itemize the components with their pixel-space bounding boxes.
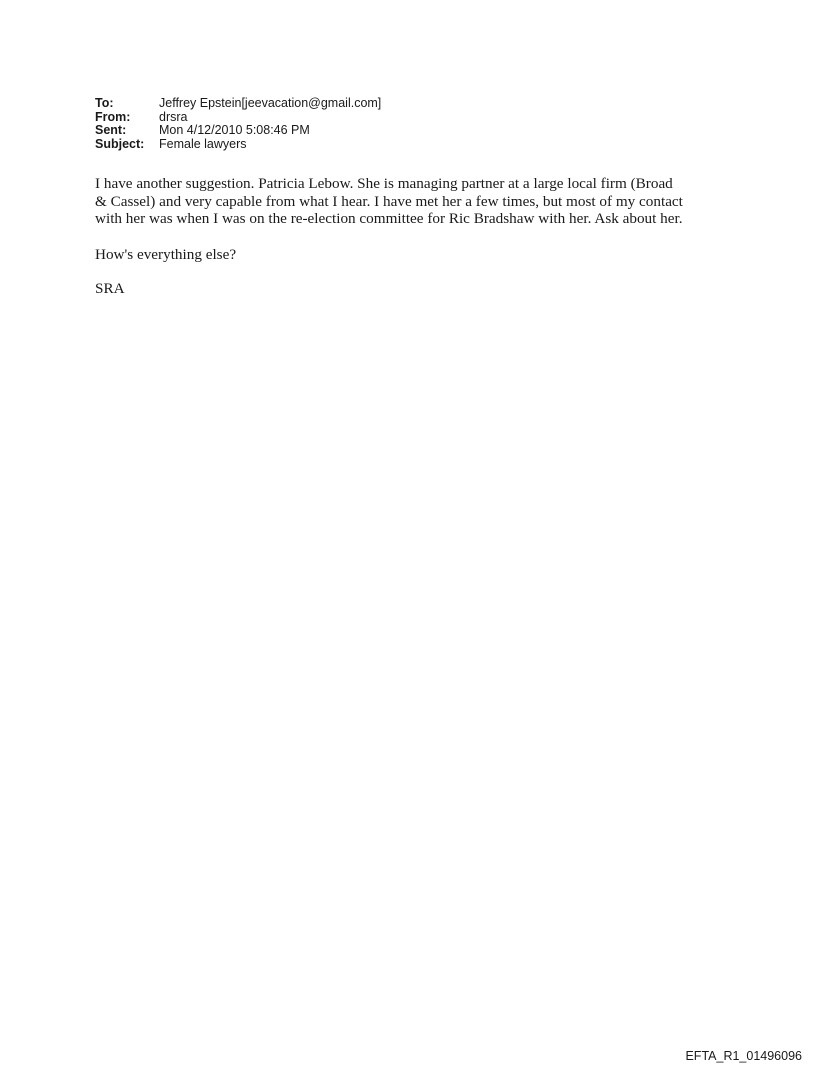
to-value: Jeffrey Epstein[jeevacation@gmail.com]	[159, 96, 382, 110]
email-header	[95, 97, 381, 151]
sent-value: Mon 4/12/2010 5:08:46 PM	[159, 123, 310, 137]
signature: SRA	[95, 280, 125, 297]
body-line: & Cassel) and very capable from what I hear. I have met her a few times, but most of my contact	[95, 192, 683, 210]
sent-label: Sent:	[95, 123, 127, 137]
subject-label: Subject:	[95, 136, 145, 151]
subject-row	[95, 138, 381, 152]
to-row	[95, 97, 381, 111]
from-row	[95, 111, 381, 125]
email-body	[95, 175, 735, 298]
from-value: drsra	[159, 109, 188, 124]
body-line: with her was when I was on the re-election committee for Ric Bradshaw with her. Ask about her.	[95, 210, 683, 227]
sent-row	[95, 124, 381, 138]
document-id: EFTA_R1_01496096	[685, 1049, 802, 1063]
from-label: From:	[95, 109, 131, 124]
body-line: I have another suggestion. Patricia Lebow. She is managing partner at a large local firm (Broad	[95, 175, 673, 192]
subject-value: Female lawyers	[159, 136, 247, 151]
body-paragraph-1	[95, 175, 735, 228]
body-paragraph-2: How's everything else?	[95, 245, 237, 263]
to-label: To:	[95, 96, 114, 110]
